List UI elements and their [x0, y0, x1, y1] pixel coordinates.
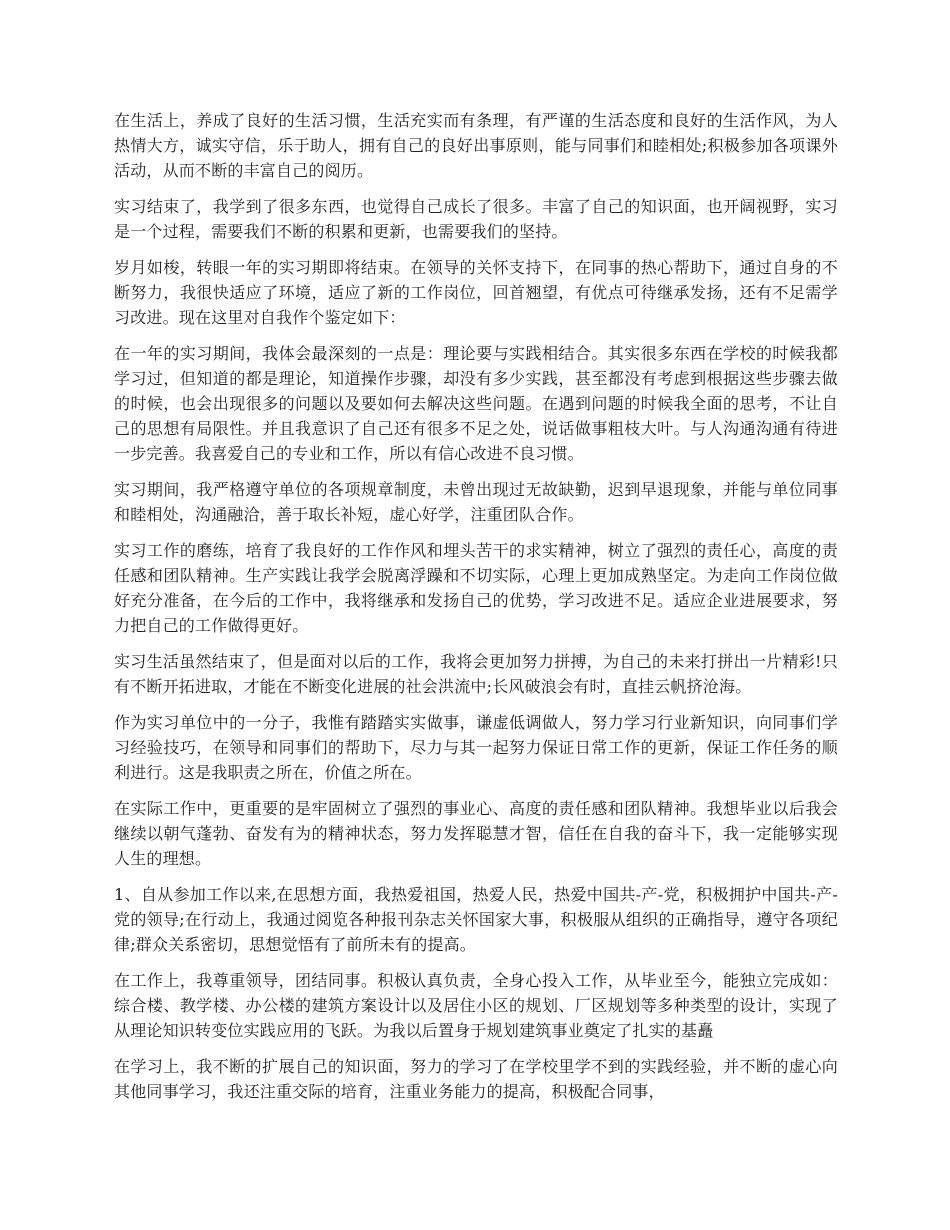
paragraph: 在工作上，我尊重领导，团结同事。积极认真负责，全身心投入工作，从毕业至今，能独立完成如：综合楼、教学楼、办公楼的建筑方案设计以及居住小区的规划、厂区规划等多种类型的设计，实现了从理论知识转变位实践应用的飞跃。为我以后置身于规划建筑事业奠定了扎实的基矗	[114, 971, 838, 1040]
paragraph: 在学习上，我不断的扩展自己的知识面，努力的学习了在学校里学不到的实践经验，并不断的虚心向其他同事学习，我还注重交际的培育，注重业务能力的提高，积极配合同事，	[114, 1057, 838, 1101]
paragraph: 在生活上，养成了良好的生活习惯，生活充实而有条理，有严谨的生活态度和良好的生活作风，为人热情大方，诚实守信，乐于助人，拥有自己的良好出事原则，能与同事们和睦相处;积极参加各项课外活动，从而不断的丰富自己的阅历。	[114, 111, 838, 180]
paragraph: 在一年的实习期间，我体会最深刻的一点是：理论要与实践相结合。其实很多东西在学校的时候我都学习过，但知道的都是理论，知道操作步骤，却没有多少实践，甚至都没有考虑到根据这些步骤去做的时候，也会出现很多的问题以及要如何去解决这些问题。在遇到问题的时候我全面的思考，不让自己的思想有局限性。并且我意识了自己还有很多不足之处，说话做事粗枝大叶。与人沟通沟通有待进一步完善。我喜爱自己的专业和工作，所以有信心改进不良习惯。	[114, 344, 838, 463]
paragraph: 实习工作的磨练，培育了我良好的工作作风和埋头苦干的求实精神，树立了强烈的责任心，高度的责任感和团队精神。生产实践让我学会脱离浮躁和不切实际，心理上更加成熟坚定。为走向工作岗位做好充分准备，在今后的工作中，我将继承和发扬自己的优势，学习改进不足。适应企业进展要求，努力把自己的工作做得更好。	[114, 541, 838, 635]
paragraph: 岁月如梭，转眼一年的实习期即将结束。在领导的关怀支持下，在同事的热心帮助下，通过自身的不断努力，我很快适应了环境，适应了新的工作岗位，回首翘望，有优点可待继承发扬，还有不足需学习改进。现在这里对自我作个鉴定如下：	[114, 258, 838, 327]
paragraph: 1、自从参加工作以来,在思想方面，我热爱祖国，热爱人民，热爱中国共-产-党，积极拥护中国共-产-党的领导;在行动上，我通过阅览各种报刊杂志关怀国家大事，积极服从组织的正确指导，遵守各项纪律;群众关系密切，思想觉悟有了前所未有的提高。	[114, 885, 838, 954]
paragraph: 在实际工作中，更重要的是牢固树立了强烈的事业心、高度的责任感和团队精神。我想毕业以后我会继续以朝气蓬勃、奋发有为的精神状态，努力发挥聪慧才智，信任在自我的奋斗下，我一定能够实现人生的理想。	[114, 799, 838, 868]
paragraph: 实习生活虽然结束了，但是面对以后的工作，我将会更加努力拼搏，为自己的未来打拼出一片精彩!只有不断开拓进取，才能在不断变化进展的社会洪流中;长风破浪会有时，直挂云帆挤沧海。	[114, 652, 838, 696]
paragraph: 实习结束了，我学到了很多东西，也觉得自己成长了很多。丰富了自己的知识面，也开阔视野，实习是一个过程，需要我们不断的积累和更新，也需要我们的坚持。	[114, 197, 838, 241]
paragraph: 作为实习单位中的一分子，我惟有踏踏实实做事，谦虚低调做人，努力学习行业新知识，向同事们学习经验技巧，在领导和同事们的帮助下，尽力与其一起努力保证日常工作的更新，保证工作任务的顺利进行。这是我职责之所在，价值之所在。	[114, 713, 838, 782]
document-body	[114, 108, 838, 1115]
paragraph: 实习期间，我严格遵守单位的各项规章制度，未曾出现过无故缺勤，迟到早退现象，并能与单位同事和睦相处，沟通融洽，善于取长补短，虚心好学，注重团队合作。	[114, 480, 838, 524]
